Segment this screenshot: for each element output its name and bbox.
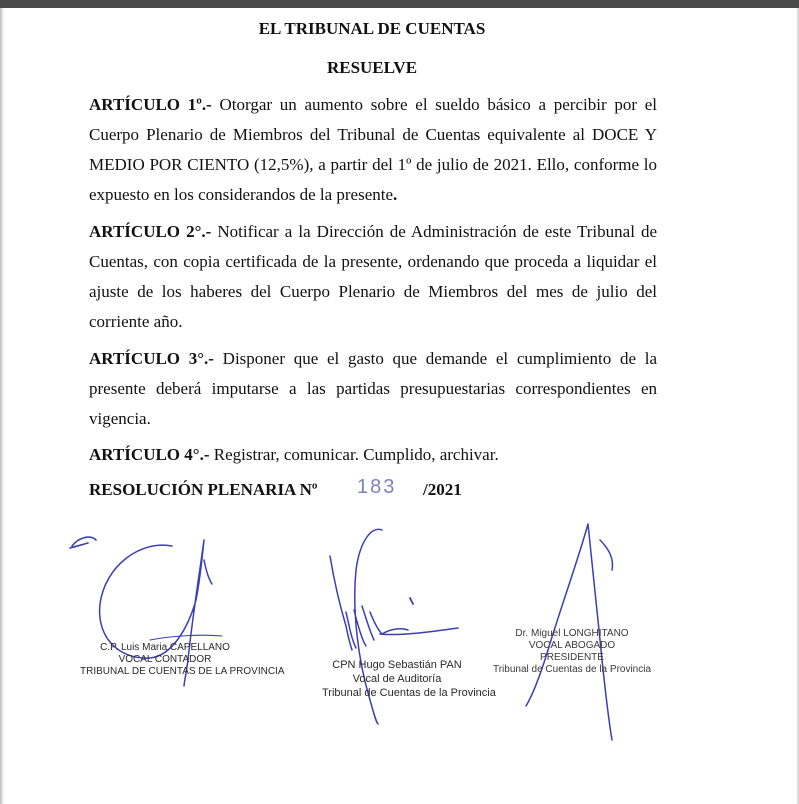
resolution-label: RESOLUCIÓN PLENARIA Nº (89, 480, 318, 499)
signature-2-role: Vocal de Auditoría (352, 673, 442, 685)
signature-2-tick (410, 598, 413, 604)
article-4-label: ARTÍCULO 4°.- (89, 445, 210, 464)
signature-1-role: VOCAL CONTADOR (118, 654, 212, 665)
article-2-label: ARTÍCULO 2°.- (89, 222, 212, 241)
article-3-label: ARTÍCULO 3°.- (89, 349, 214, 368)
page-left-shadow (0, 8, 4, 804)
article-2 (89, 217, 657, 337)
signature-3-org: Tribunal de Cuentas de la Provincia (492, 664, 652, 675)
article-4 (89, 440, 657, 470)
signature-3-role: VOCAL ABOGADO (528, 640, 616, 651)
article-3-text: Disponer que el gasto que demande el cumplimiento de la presente deberá imputarse a las partidas presupuestarias correspondientes en vigencia. (89, 349, 658, 428)
article-1-period: . (393, 185, 398, 204)
signature-3-name: Dr. Miguel LONGHITANO (515, 628, 629, 639)
signature-3-title: PRESIDENTE (540, 652, 604, 663)
article-4-text: Registrar, comunicar. Cumplido, archivar. (213, 445, 499, 464)
ink-mark (70, 537, 96, 548)
signature-2-org: Tribunal de Cuentas de la Provincia (322, 687, 496, 699)
signature-1-org: TRIBUNAL DE CUENTAS DE LA PROVINCIA (80, 666, 285, 677)
resolution-year: /2021 (423, 480, 462, 499)
article-2-text: Notificar a la Dirección de Administración de este Tribunal de Cuentas, con copia certificada de la presente, ordenando que proceda a liquidar el ajuste de los haberes del Cuerpo Plenario de Miembros del mes de julio del corriente año. (89, 222, 658, 331)
signature-block-1 (80, 642, 285, 678)
resolution-number-stamp: 183 (357, 476, 397, 498)
signature-block-3 (492, 628, 652, 676)
document-subtitle: RESUELVE (326, 58, 418, 77)
article-1 (89, 90, 657, 210)
signature-1-name: C.P. Luis Maria CAPELLANO (100, 642, 230, 653)
signature-1-underline (150, 635, 222, 640)
signature-2-name: CPN Hugo Sebastián PAN (332, 659, 462, 671)
article-1-label: ARTÍCULO 1º.- (89, 95, 212, 114)
document-title: EL TRIBUNAL DE CUENTAS (258, 19, 486, 38)
window-top-border (0, 0, 799, 8)
article-1-text: Otorgar un aumento sobre el sueldo básico a percibir por el Cuerpo Plenario de Miembros del Tribunal de Cuentas equivalente al DOCE Y MEDIO POR CIENTO (12,5%), a partir del 1º de julio de 2021. Ello, conforme lo expuesto en los considerandos de la presente (89, 95, 657, 204)
article-3 (89, 344, 657, 434)
signature-block-2 (322, 658, 496, 700)
